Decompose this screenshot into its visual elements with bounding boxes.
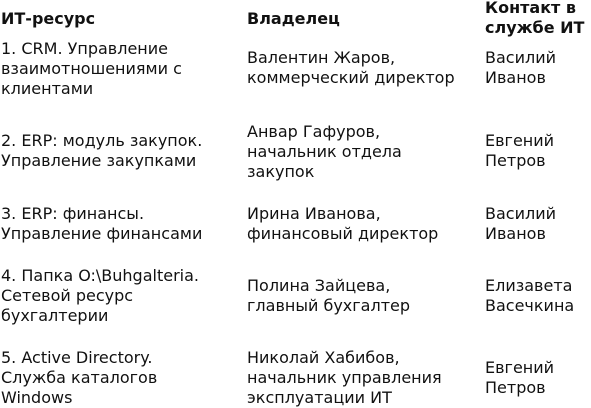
row-3-owner: Ирина Иванова, финансовый директор	[247, 204, 439, 243]
header-contact: Контакт в службе ИТ	[485, 0, 585, 37]
row-5-contact: Евгений Петров	[485, 358, 555, 397]
row-4-owner: Полина Зайцева, главный бухгалтер	[247, 276, 411, 315]
row-1-resource: 1. CRM. Управление взаимотношениями с клиентами	[1, 39, 182, 98]
row-5-resource: 5. Active Directory. Служба каталогов Windows	[1, 348, 158, 407]
row-2-resource: 2. ERP: модуль закупок. Управление закупками	[1, 131, 203, 170]
row-2-owner: Анвар Гафуров, начальник отдела закупок	[247, 122, 402, 181]
row-3-resource: 3. ERP: финансы. Управление финансами	[1, 204, 203, 243]
row-2-contact: Евгений Петров	[485, 131, 555, 170]
row-4-resource: 4. Папка O:\Buhgalteria. Сетевой ресурс бухгалтерии	[1, 266, 199, 325]
row-4-contact: Елизавета Васечкина	[485, 276, 575, 315]
row-1-contact: Василий Иванов	[485, 48, 556, 87]
header-resource: ИТ-ресурс	[1, 9, 96, 28]
row-3-contact: Василий Иванов	[485, 204, 556, 243]
header-owner: Владелец	[247, 9, 340, 28]
row-5-owner: Николай Хабибов, начальник управления эксплуатации ИТ	[247, 348, 442, 407]
row-1-owner: Валентин Жаров, коммерческий директор	[247, 48, 455, 87]
